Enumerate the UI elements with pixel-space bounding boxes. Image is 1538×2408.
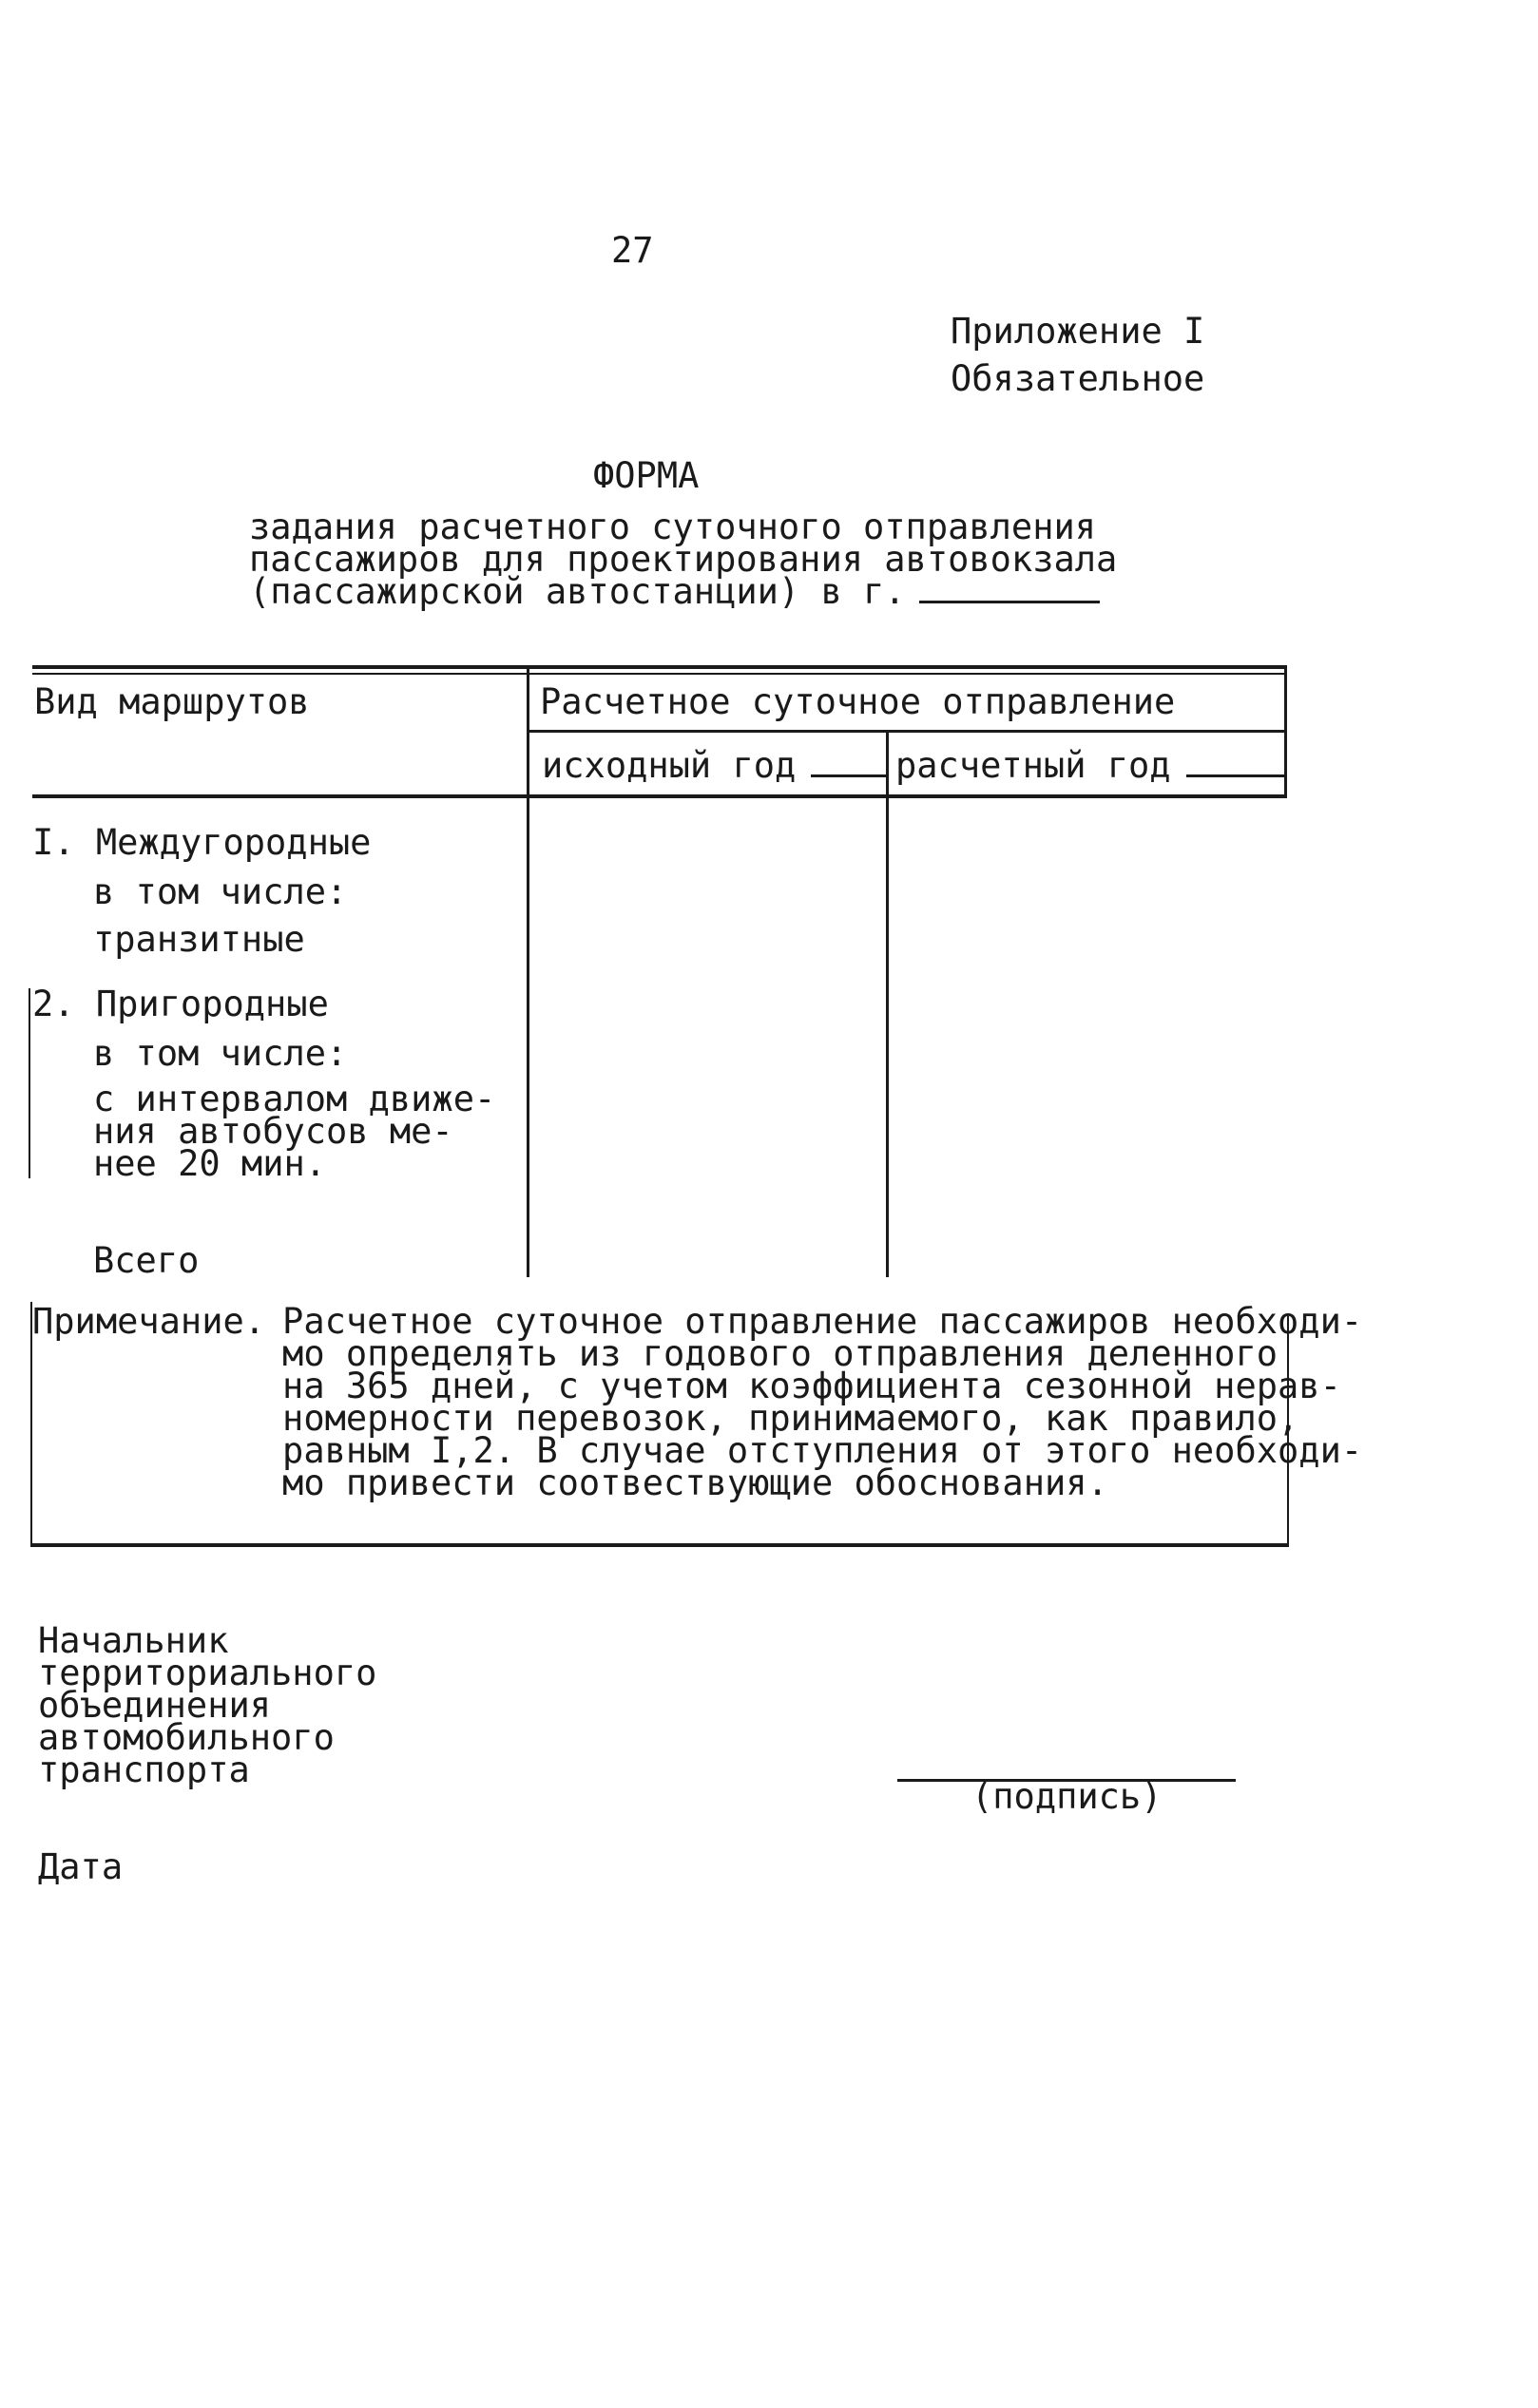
row-interval-line: с интервалом движе- xyxy=(93,1079,496,1119)
row-intercity-including: в том числе: xyxy=(93,871,348,912)
appendix-status: Обязательное xyxy=(951,358,1205,399)
column-header-calc-year xyxy=(895,745,1285,786)
note-line: равным I,2. В случае отступления от этого необходи- xyxy=(282,1430,1363,1471)
row-interval xyxy=(93,1079,496,1184)
form-title: ФОРМА xyxy=(593,455,700,496)
row-interval-line: ния автобусов ме- xyxy=(93,1111,453,1152)
table-left-border-fragment xyxy=(29,988,30,1178)
subtitle-line: задания расчетного суточного отправления xyxy=(249,506,1097,547)
calc-year-blank-field[interactable] xyxy=(1186,752,1285,777)
signer-title xyxy=(38,1620,377,1790)
table-header-bottom-border xyxy=(32,794,1287,798)
page-number: 27 xyxy=(611,230,654,271)
table-column-divider xyxy=(527,669,529,1277)
form-subtitle xyxy=(249,506,1118,612)
calc-year-label: расчетный год xyxy=(895,745,1171,786)
column-header-initial-year xyxy=(542,745,889,786)
signer-line: транспорта xyxy=(38,1749,250,1790)
row-intercity: I. Междугородные xyxy=(32,822,372,863)
column-header-route: Вид маршрутов xyxy=(34,681,310,722)
signer-line: территориального xyxy=(38,1653,377,1693)
note-line: номерности перевозок, принимаемого, как правило, xyxy=(282,1398,1299,1439)
note-line: Расчетное суточное отправление пассажиров необходи- xyxy=(282,1301,1363,1342)
signer-line: автомобильного xyxy=(38,1717,335,1758)
row-suburban: 2. Пригородные xyxy=(32,984,329,1024)
note-line: мо привести соотвествующие обоснования. xyxy=(282,1462,1108,1503)
note-text xyxy=(282,1301,1363,1503)
signer-line: объединения xyxy=(38,1685,272,1726)
note-line: мо определять из годового отправления деленного xyxy=(282,1333,1278,1374)
table-bottom-border xyxy=(30,1543,1289,1547)
initial-year-blank-field[interactable] xyxy=(811,752,889,777)
row-transit: транзитные xyxy=(93,919,305,960)
note-block xyxy=(32,1301,1363,1503)
row-interval-line: нее 20 мин. xyxy=(93,1143,327,1184)
signature-caption: (подпись) xyxy=(971,1776,1163,1817)
date-label: Дата xyxy=(38,1846,124,1887)
table-header-divider xyxy=(528,730,1287,733)
appendix-label: Приложение I xyxy=(951,311,1205,352)
subtitle-city-text: (пассажирской автостанции) в г. xyxy=(249,571,906,612)
note-line: на 365 дней, с учетом коэффициента сезонной нерав- xyxy=(282,1366,1341,1406)
signer-line: Начальник xyxy=(38,1620,229,1661)
table-column-divider xyxy=(886,732,889,1277)
subtitle-line xyxy=(249,571,1117,612)
table-top-border-inner xyxy=(32,673,1287,675)
column-header-daily: Расчетное суточное отправление xyxy=(540,681,1176,722)
note-label: Примечание. xyxy=(32,1301,266,1342)
row-suburban-including: в том числе: xyxy=(93,1033,348,1074)
initial-year-label: исходный год xyxy=(542,745,797,786)
subtitle-line: пассажиров для проектирования автовокзала xyxy=(249,539,1118,580)
table-top-border xyxy=(32,665,1287,669)
city-blank-field[interactable] xyxy=(919,576,1100,603)
row-total: Всего xyxy=(93,1240,200,1281)
